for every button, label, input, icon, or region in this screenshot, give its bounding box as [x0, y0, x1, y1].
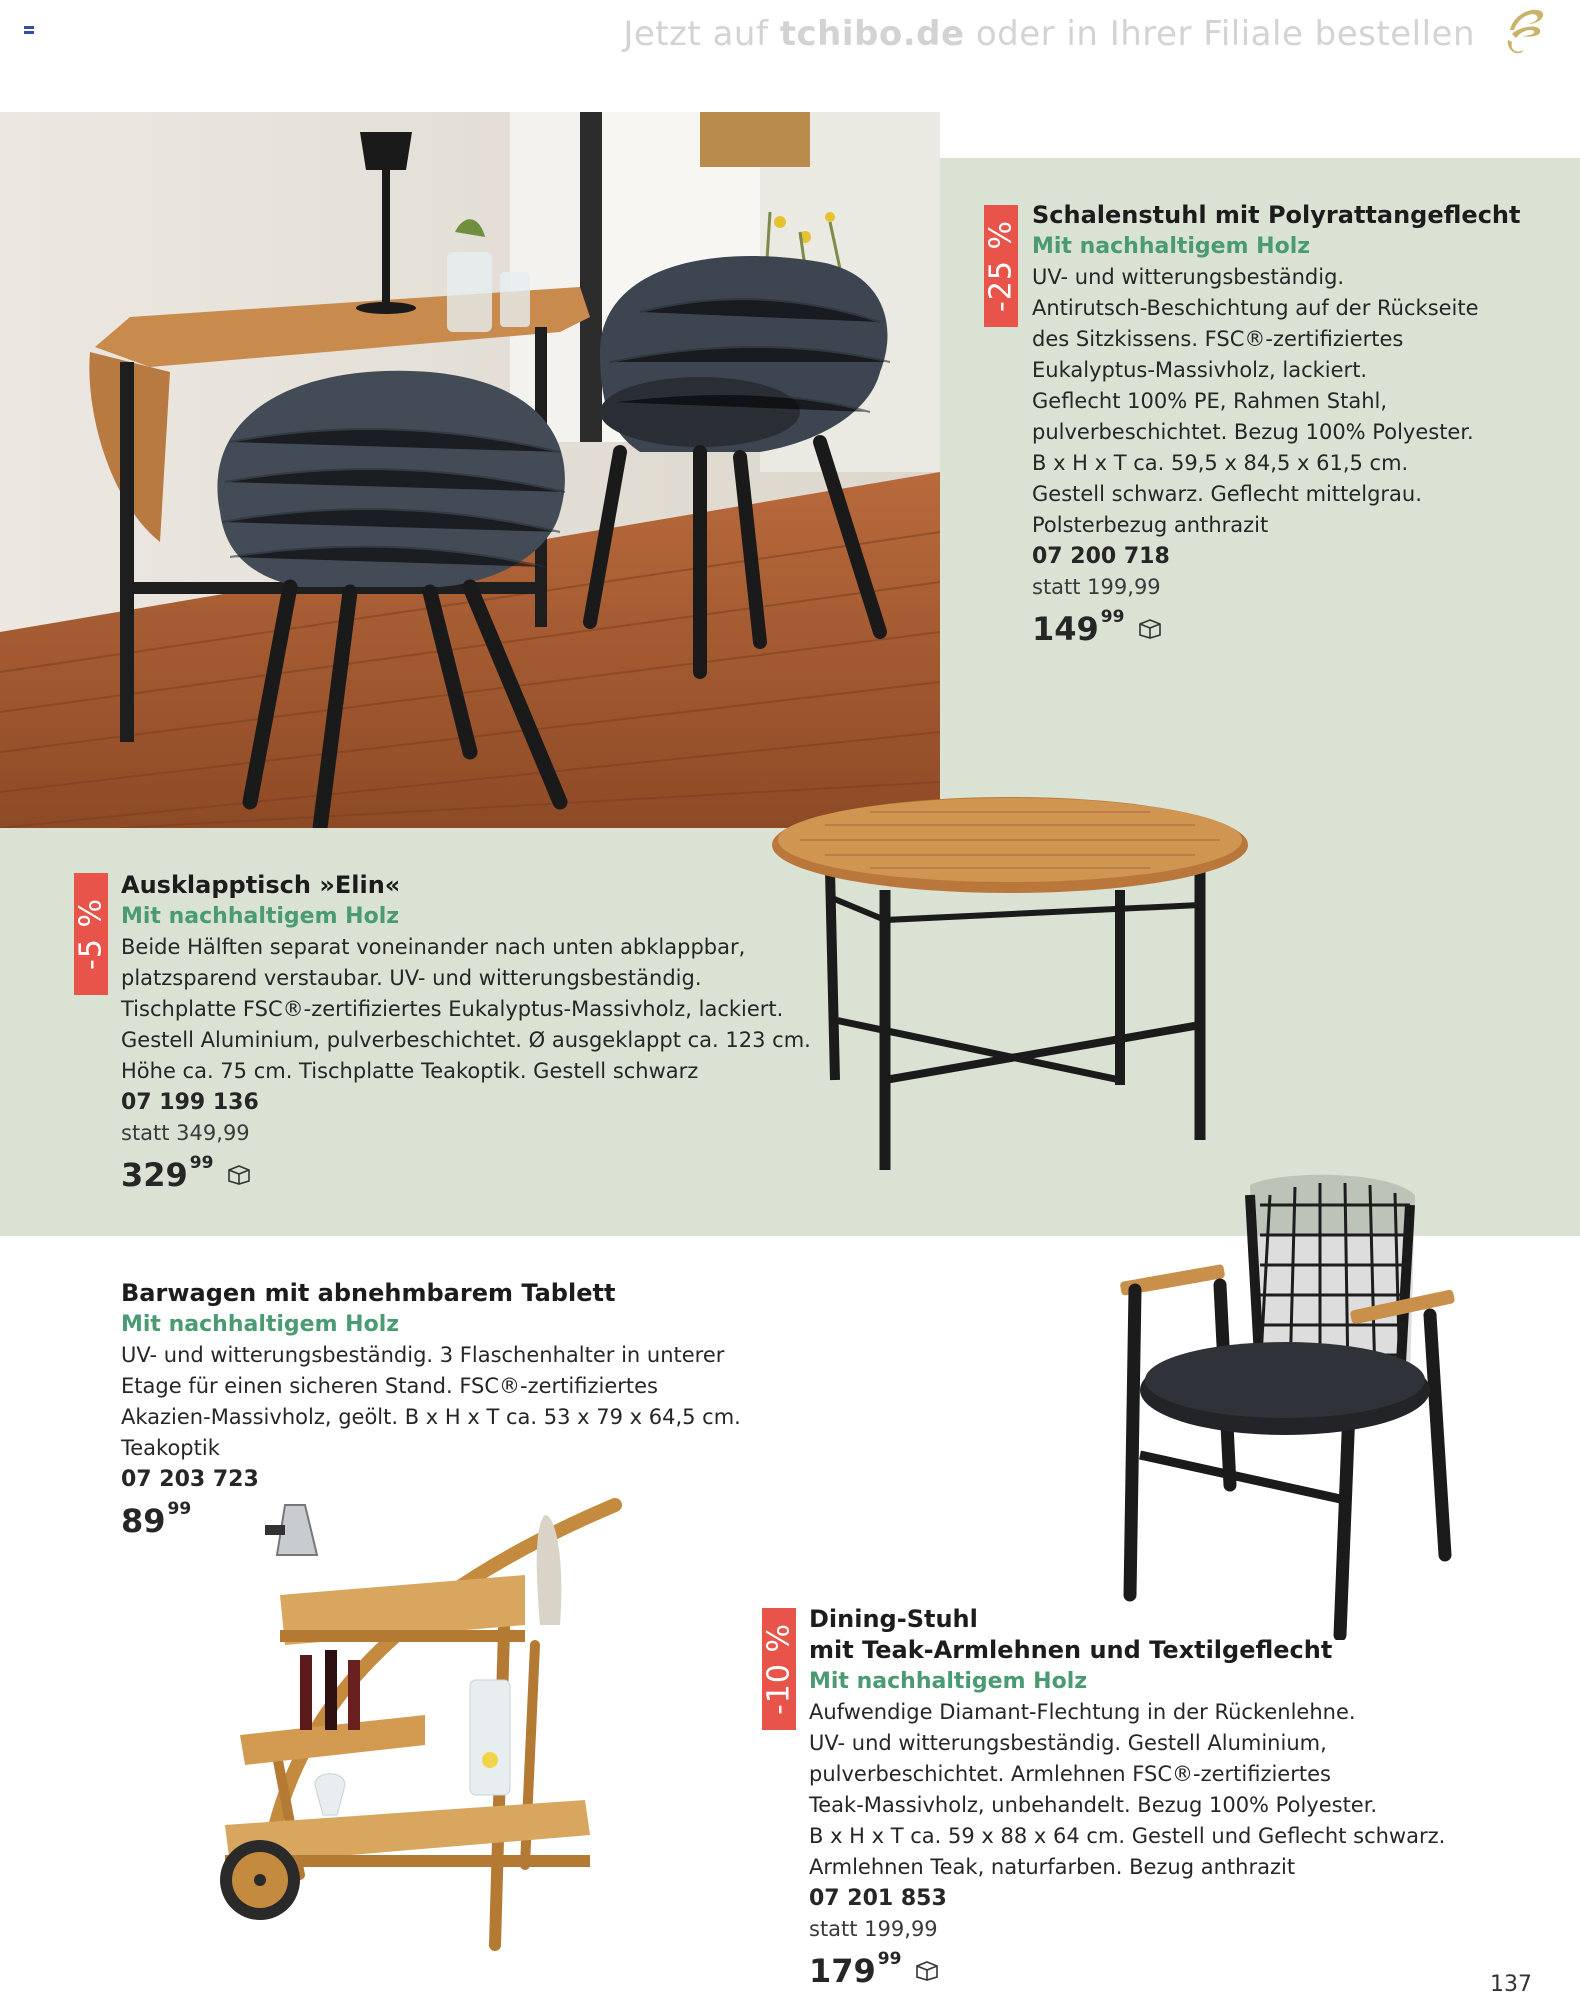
product-title: Schalenstuhl mit Polyrattangeflecht: [1032, 201, 1521, 229]
product-title: Dining-Stuhl: [809, 1605, 978, 1633]
price-main: 89: [121, 1502, 166, 1540]
round-table-image: [770, 790, 1250, 1180]
product-description-line: platzsparend verstaubar. UV- und witterungsbeständig.: [121, 966, 702, 990]
product-description-line: Geflecht 100% PE, Rahmen Stahl,: [1032, 389, 1388, 413]
product-description-line: Gestell schwarz. Geflecht mittelgrau.: [1032, 482, 1422, 506]
product-description-line: UV- und witterungsbeständig.: [1032, 265, 1345, 289]
product-description-line: des Sitzkissens. FSC®-zertifiziertes: [1032, 327, 1404, 351]
product-description-line: Teakoptik: [121, 1436, 220, 1460]
brand-name[interactable]: tchibo.de: [779, 14, 965, 54]
price: [1032, 609, 1552, 649]
price-main: 179: [809, 1952, 876, 1990]
old-price: statt 349,99: [121, 1121, 250, 1145]
article-number: 07 199 136: [121, 1090, 259, 1115]
product-description-line: Teak-Massivholz, unbehandelt. Bezug 100% Polyester.: [809, 1793, 1378, 1817]
product-description-line: B x H x T ca. 59 x 88 x 64 cm. Gestell und Geflecht schwarz.: [809, 1824, 1446, 1848]
dining-chair-image: [1110, 1165, 1460, 1640]
product-description-line: Aufwendige Diamant-Flechtung in der Rückenlehne.: [809, 1700, 1356, 1724]
package-delivery-icon: [915, 1961, 939, 1981]
old-price: statt 199,99: [1032, 575, 1161, 599]
package-delivery-icon: [1138, 619, 1162, 639]
product-description-line: Antirutsch-Beschichtung auf der Rückseite: [1032, 296, 1479, 320]
product-description-line: Etage für einen sicheren Stand. FSC®-zertifiziertes: [121, 1374, 658, 1398]
product-title: mit Teak-Armlehnen und Textilgeflecht: [809, 1636, 1333, 1664]
discount-badge: -25 %: [984, 205, 1018, 327]
page-number: 137: [1490, 1972, 1532, 1997]
article-number: 07 201 853: [809, 1886, 947, 1911]
price-main: 149: [1032, 610, 1099, 648]
price-cents: 99: [877, 1949, 902, 1969]
product-info-ausklapptisch: [121, 870, 811, 1195]
price: [121, 1155, 801, 1195]
discount-badge: -5 %: [74, 873, 108, 995]
product-description-line: Armlehnen Teak, naturfarben. Bezug anthrazit: [809, 1855, 1296, 1879]
tchibo-bean-logo-icon[interactable]: [1492, 0, 1552, 60]
bar-cart-image: [205, 1495, 635, 1955]
old-price: statt 199,99: [809, 1917, 938, 1941]
sustainability-label: Mit nachhaltigem Holz: [121, 904, 400, 929]
product-description-line: B x H x T ca. 59,5 x 84,5 x 61,5 cm.: [1032, 451, 1409, 475]
article-number: 07 200 718: [1032, 544, 1170, 569]
product-description-line: Akazien-Massivholz, geölt. B x H x T ca. 53 x 79 x 64,5 cm.: [121, 1405, 741, 1429]
product-description-line: Beide Hälften separat voneinander nach unten abklappbar,: [121, 935, 746, 959]
product-description-line: UV- und witterungsbeständig. Gestell Aluminium,: [809, 1731, 1327, 1755]
product-info-schalenstuhl: [1032, 200, 1552, 649]
product-info-dining-stuhl: [809, 1604, 1529, 1991]
price: [809, 1951, 1529, 1991]
product-description-line: Höhe ca. 75 cm. Tischplatte Teakoptik. Gestell schwarz: [121, 1059, 699, 1083]
product-description-line: Gestell Aluminium, pulverbeschichtet. Ø ausgeklappt ca. 123 cm.: [121, 1028, 811, 1052]
product-description-line: Polsterbezug anthrazit: [1032, 513, 1269, 537]
price-cents: 99: [1100, 607, 1125, 627]
sustainability-label: Mit nachhaltigem Holz: [121, 1312, 400, 1337]
product-title: Barwagen mit abnehmbarem Tablett: [121, 1279, 616, 1307]
product-description-line: UV- und witterungsbeständig. 3 Flaschenhalter in unterer: [121, 1343, 725, 1367]
product-description-line: pulverbeschichtet. Bezug 100% Polyester.: [1032, 420, 1474, 444]
price-cents: 99: [167, 1499, 192, 1519]
sustainability-label: Mit nachhaltigem Holz: [1032, 234, 1311, 259]
price-main: 329: [121, 1156, 188, 1194]
header-order-text: Jetzt auf tchibo.de oder in Ihrer Filiale bestellen: [623, 14, 1475, 54]
discount-badge: -10 %: [762, 1608, 796, 1730]
product-description-line: Eukalyptus-Massivholz, lackiert.: [1032, 358, 1368, 382]
product-description-line: pulverbeschichtet. Armlehnen FSC®-zertifiziertes: [809, 1762, 1331, 1786]
package-delivery-icon: [227, 1165, 251, 1185]
flag-icon: [24, 26, 34, 34]
sustainability-label: Mit nachhaltigem Holz: [809, 1669, 1088, 1694]
product-title: Ausklapptisch »Elin«: [121, 871, 401, 899]
patio-photo: [0, 112, 940, 828]
price-cents: 99: [189, 1153, 214, 1173]
article-number: 07 203 723: [121, 1467, 259, 1492]
product-description-line: Tischplatte FSC®-zertifiziertes Eukalyptus-Massivholz, lackiert.: [121, 997, 784, 1021]
